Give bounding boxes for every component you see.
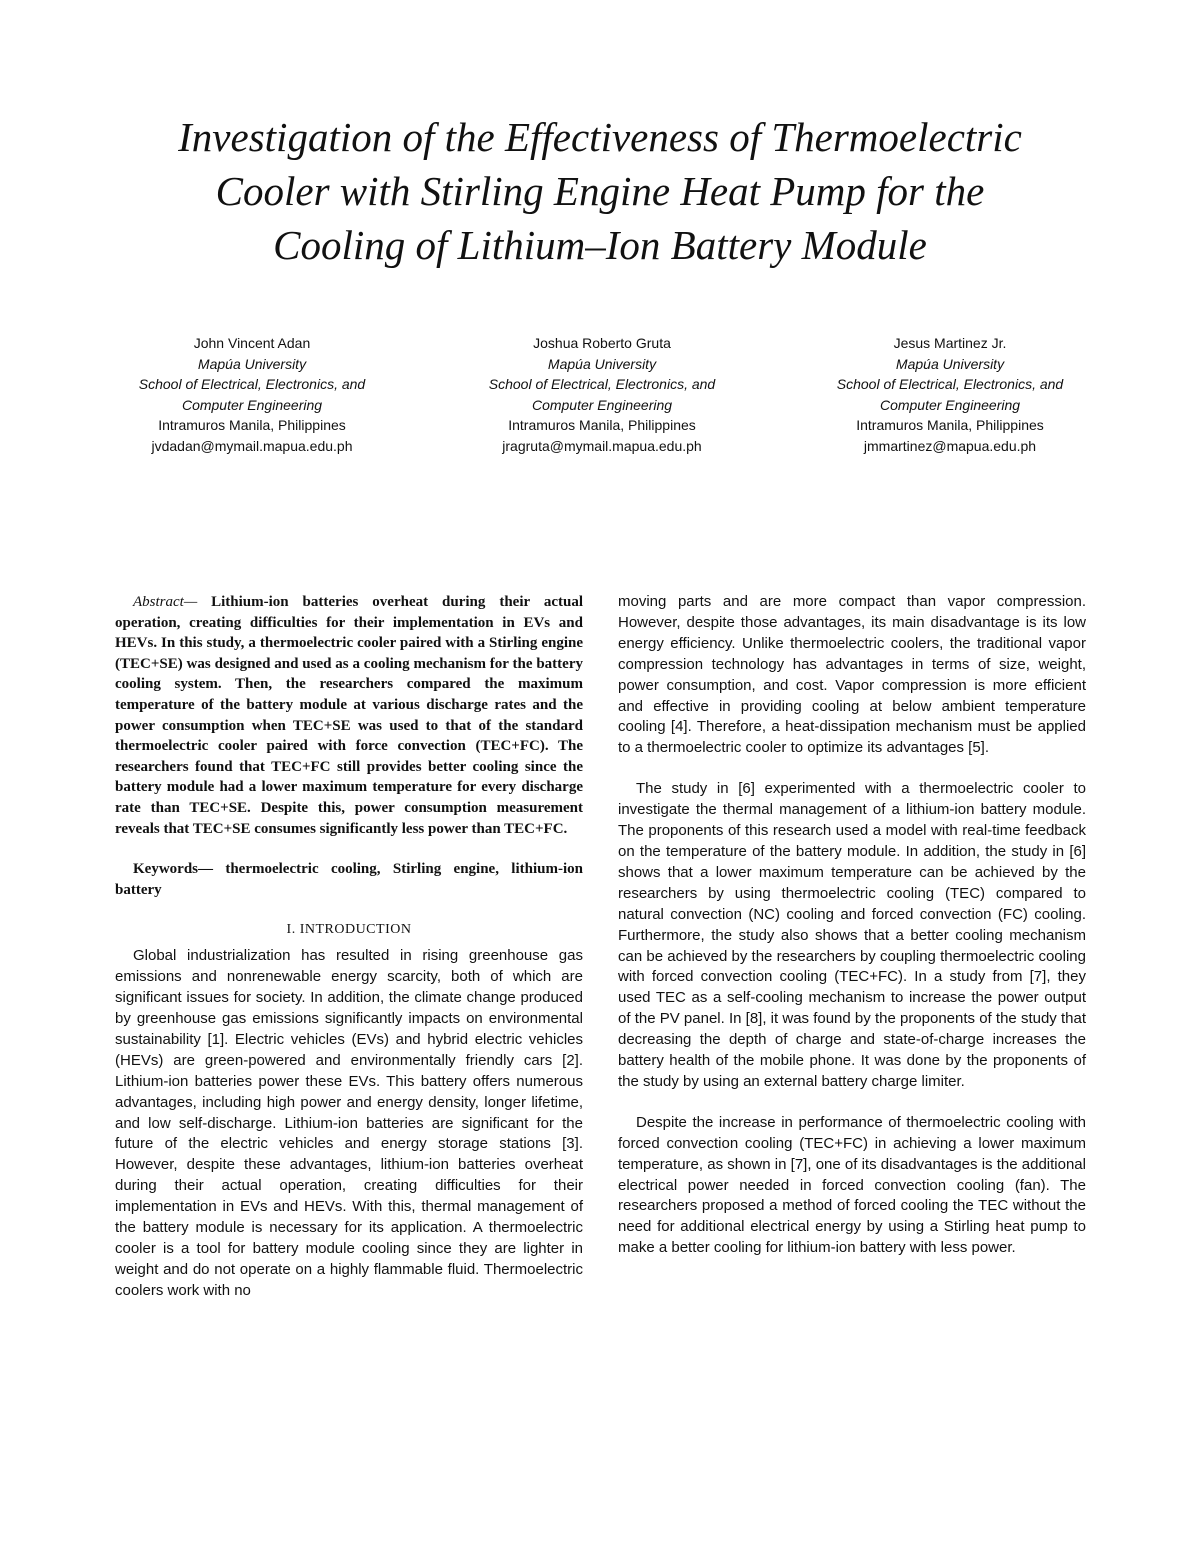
author-name: Joshua Roberto Gruta <box>533 335 671 351</box>
abstract-text: Lithium-ion batteries overheat during their actual operation, creating difficulties for their implementation in EVs and HEVs. In this study, a thermoelectric cooler paired with a Stirling engine (TEC+SE) was designed and used as a cooling mechanism for the battery cooling system. Then, the researchers compared the maximum temperature of the battery module at various discharge rates and the power consumption when TEC+SE was used to that of the standard thermoelectric cooler paired with force convection (TEC+FC). The researchers found that TEC+FC still provides better cooling since the battery module had a lower maximum temperature for every discharge rate than TEC+SE. Despite this, power consumption measurement reveals that TEC+SE consumes significantly less power than TEC+FC. <box>115 594 583 837</box>
title-line: Cooler with Stirling Engine Heat Pump for the <box>215 168 985 214</box>
author-location: Intramuros Manila, Philippines <box>508 417 696 433</box>
abstract-label: Abstract— <box>133 594 198 610</box>
intro-paragraph: Global industrialization has resulted in rising greenhouse gas emissions and nonrenewable energy scarcity, both of which are significant issues for society. In addition, the climate change produced by greenhouse gas emissions significantly impacts on environmental sustainability [1]. Electric vehicles (EVs) and hybrid electric vehicles (HEVs) are green-powered and environmentally friendly cars [2]. Lithium-ion batteries power these EVs. This battery offers numerous advantages, including high power and energy density, longer lifetime, and low self-discharge. Lithium-ion batteries are significant for the future of the electric vehicles and energy storage stations [3]. However, despite these advantages, lithium-ion batteries overheat during their actual operation, creating difficulties for their implementation in EVs and HEVs. With this, thermal management of the battery module is necessary for its application. A thermoelectric cooler is a tool for battery module cooling since they are lighter in weight and do not operate on a highly flammable fluid. Thermoelectric coolers work with no <box>115 947 583 1299</box>
body-paragraph: Despite the increase in performance of thermoelectric cooling with forced convection cooling (TEC+FC) in achieving a lower maximum temperature, as shown in [7], one of its disadvantages is the additional electrical power needed in forced convection cooling (fan). The researchers proposed a method of forced cooling the TEC without the need for additional electrical energy by using a Stirling heat pump to make a better cooling for lithium-ion battery with less power. <box>618 1113 1086 1257</box>
author-name: Jesus Martinez Jr. <box>893 335 1007 351</box>
author-university: Mapúa University <box>197 355 307 372</box>
title-line: Investigation of the Effectiveness of Thermoelectric <box>178 114 1022 160</box>
author-email: jragruta@mymail.mapua.edu.ph <box>502 437 702 454</box>
author-university: Mapúa University <box>895 355 1005 372</box>
author-school: Computer Engineering <box>181 396 323 413</box>
author-school: Computer Engineering <box>531 396 673 413</box>
author-name: John Vincent Adan <box>193 335 311 351</box>
body-paragraph: The study in [6] experimented with a thermoelectric cooler to investigate the thermal management of a lithium-ion battery module. The proponents of this research used a model with real-time feedback on the temperature of the battery module. In addition, the study in [6] shows that a lower maximum temperature can be achieved by the researchers by using thermoelectric cooling (TEC) compared to natural convection (NC) cooling and forced convection (FC) cooling. Furthermore, the study also shows that a better cooling mechanism can be achieved by the researchers by coupling thermoelectric cooling with forced convection cooling (TEC+FC). In a study from [7], they used TEC as a self-cooling mechanism to increase the power output of the PV panel. In [8], it was found by the proponents of the study that decreasing the depth of charge and state-of-charge increases the battery health of the mobile phone. It was done by the proponents of the study by using an external battery charge limiter. <box>618 780 1086 1090</box>
author-school: School of Electrical, Electronics, and <box>488 376 716 392</box>
title-line: Cooling of Lithium–Ion Battery Module <box>273 222 927 268</box>
author-1 <box>82 333 422 456</box>
body-paragraph: moving parts and are more compact than vapor compression. However, despite those advantages, its main disadvantage is its low energy efficiency. Unlike thermoelectric coolers, the traditional vapor compression technology has advantages in terms of size, weight, power consumption, and cost. Vapor compression is more efficient and effective in providing cooling at below ambient temperature cooling [4]. Therefore, a heat-dissipation mechanism must be applied to a thermoelectric cooler to optimize its advantages [5]. <box>618 593 1086 757</box>
author-location: Intramuros Manila, Philippines <box>856 417 1044 433</box>
left-column <box>115 592 583 1302</box>
author-university: Mapúa University <box>547 355 657 372</box>
paper-title <box>90 110 1110 272</box>
author-2 <box>432 333 772 456</box>
author-3 <box>780 333 1120 456</box>
author-email: jvdadan@mymail.mapua.edu.ph <box>151 437 353 454</box>
author-school: Computer Engineering <box>879 396 1021 413</box>
author-email: jmmartinez@mapua.edu.ph <box>863 437 1037 454</box>
right-column <box>618 592 1086 1279</box>
author-school: School of Electrical, Electronics, and <box>138 376 366 392</box>
author-school: School of Electrical, Electronics, and <box>836 376 1064 392</box>
author-location: Intramuros Manila, Philippines <box>158 417 346 433</box>
section-heading-introduction: I. INTRODUCTION <box>286 922 412 938</box>
abstract <box>115 592 583 839</box>
keywords: Keywords— thermoelectric cooling, Stirling engine, lithium-ion battery <box>115 861 583 898</box>
